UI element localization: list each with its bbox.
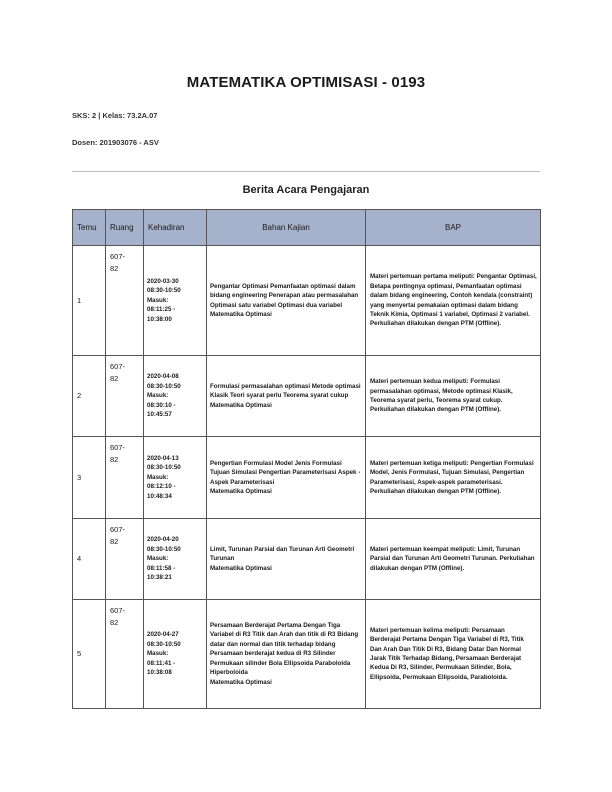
divider <box>72 171 540 172</box>
cell-kehadiran: 2020-04-27 08:30-10:50 Masuk: 08:11:41 - 10:38:08 <box>144 600 207 709</box>
course-info: SKS: 2 | Kelas: 73.2A.07 <box>72 111 158 120</box>
header-kehadiran: Kehadiran <box>144 210 207 246</box>
cell-bap: Materi pertemuan ketiga meliputi: Pengertian Formulasi Model, Jenis Formulasi, Tujuan Simulasi, Pengertian Parameterisasi, Aspek-aspek parameterisasi. Perkuliahan dilakukan dengan PTM (Offline). <box>366 437 541 519</box>
header-bahan-kajian: Bahan Kajian <box>207 210 366 246</box>
cell-temu: 4 <box>73 519 106 600</box>
header-temu: Temu <box>73 210 106 246</box>
cell-temu: 3 <box>73 437 106 519</box>
cell-ruang: 607- 82 <box>106 246 144 356</box>
cell-temu: 2 <box>73 356 106 437</box>
cell-ruang: 607- 82 <box>106 437 144 519</box>
cell-bahan-kajian: Limit, Turunan Parsial dan Turunan Arti Geometri Turunan Matematika Optimasi <box>207 519 366 600</box>
cell-temu: 1 <box>73 246 106 356</box>
table-header-row <box>73 210 541 246</box>
cell-kehadiran: 2020-04-20 08:30-10:50 Masuk: 08:11:58 - 10:38:21 <box>144 519 207 600</box>
header-ruang: Ruang <box>106 210 144 246</box>
table-row <box>73 356 541 437</box>
cell-ruang: 607- 82 <box>106 600 144 709</box>
table-row <box>73 246 541 356</box>
cell-bap: Materi pertemuan kedua meliputi: Formulasi permasalahan optimasi, Metode optimasi Klasik, Teorema syarat perlu, Teorema syarat cukup. Perkuliahan dilakukan dengan PTM (Offline). <box>366 356 541 437</box>
lecturer-info: Dosen: 201903076 - ASV <box>72 138 159 147</box>
document-title: MATEMATIKA OPTIMISASI - 0193 <box>186 74 426 91</box>
cell-bahan-kajian: Formulasi permasalahan optimasi Metode optimasi Klasik Teori syarat perlu Teorema syarat cukup Matematika Optimasi <box>207 356 366 437</box>
cell-kehadiran: 2020-03-30 08:30-10:50 Masuk: 08:11:25 - 10:38:00 <box>144 246 207 356</box>
cell-bahan-kajian: Pengantar Optimasi Pemanfaatan optimasi dalam bidang engineering Penerapan atau permasalahan Optimasi satu variabel Optimasi dua variabel Matematika Optimasi <box>207 246 366 356</box>
cell-ruang: 607- 82 <box>106 356 144 437</box>
cell-kehadiran: 2020-04-13 08:30-10:50 Masuk: 08:12:10 - 10:48:34 <box>144 437 207 519</box>
cell-temu: 5 <box>73 600 106 709</box>
table-row <box>73 437 541 519</box>
cell-bahan-kajian: Pengertian Formulasi Model Jenis Formulasi Tujuan Simulasi Pengertian Parameterisasi Aspek - Aspek Parameterisasi Matematika Optimasi <box>207 437 366 519</box>
section-title: Berita Acara Pengajaran <box>242 184 370 196</box>
cell-bap: Materi pertemuan pertama meliputi: Pengantar Optimasi, Betapa pentingnya optimasi, Pemanfaatan optimasi dalam bidang engineering, Contoh kendala (constraint) yang menyertai pemakaian optimasi dalam bidang Teknik Kimia, Optimasi 1 variabel, Optimasi 2 variabel. Perkuliahan dilakukan dengan PTM (Offline). <box>366 246 541 356</box>
cell-ruang: 607- 82 <box>106 519 144 600</box>
header-bap: BAP <box>366 210 541 246</box>
teaching-record-table <box>72 209 541 709</box>
cell-kehadiran: 2020-04-08 08:30-10:50 Masuk: 08:30:10 - 10:45:57 <box>144 356 207 437</box>
cell-bahan-kajian: Persamaan Berderajat Pertama Dengan Tiga Variabel di R3 Titik dan Arah dan titik di R3 Bidang datar dan normal dan titik terhadap bidang Persamaan berderajat kedua di R3 Silinder Permukaan silinder Bola Ellipsoida Paraboloida Hiperboloida Matematika Optimasi <box>207 600 366 709</box>
table-row <box>73 519 541 600</box>
table-row <box>73 600 541 709</box>
cell-bap: Materi pertemuan keempat meliputi: Limit, Turunan Parsial dan Turunan Arti Geometri Turunan. Perkuliahan dilakukan dengan PTM (Offline). <box>366 519 541 600</box>
cell-bap: Materi pertemuan kelima meliputi: Persamaan Berderajat Pertama Dengan Tiga Variabel di R3, Titik Dan Arah Dan Titik Di R3, Bidang Datar Dan Normal Jarak Titik Terhadap Bidang, Persamaan Berderajat Kedua Di R3, Silinder, Permukaan Silinder, Bola, Ellipsoida, Permukaan Ellipsoida, Paraboloida. <box>366 600 541 709</box>
